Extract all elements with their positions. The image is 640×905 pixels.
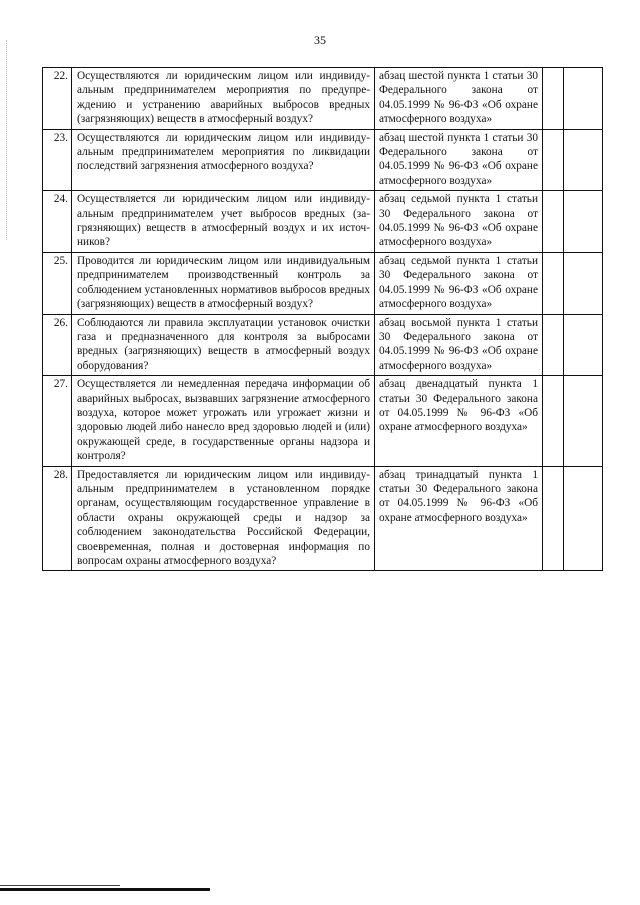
note-cell-empty bbox=[564, 68, 603, 130]
legal-reference-text: абзац шестой пункта 1 статьи 30 Федерального закона от 04.05.1999 № 96-ФЗ «Об охране атмосферного воздуха» bbox=[379, 131, 538, 187]
row-number-text: 26. bbox=[53, 316, 68, 329]
requirement-question-text: Осуществляются ли юридическим лицом или индивидуальным предпринимателем мероприятия по ликвидации последствий загрязнения атмосферного воздуха? bbox=[77, 131, 370, 173]
requirement-question bbox=[72, 191, 375, 253]
legal-reference-text: абзац восьмой пункта 1 статьи 30 Федерального закона от 04.05.1999 № 96-ФЗ «Об охране атмосферного воздуха» bbox=[379, 316, 538, 372]
row-number bbox=[43, 466, 72, 571]
legal-reference-text: абзац тринадцатый пункта 1 статьи 30 Федерального закона от 04.05.1999 № 96-ФЗ «Об охране атмосферного воздуха» bbox=[379, 468, 538, 524]
legal-reference bbox=[375, 252, 543, 314]
legal-reference bbox=[375, 376, 543, 466]
requirement-question-text: Соблюдаются ли правила эксплуатации установок очистки газа и предназначенного для контроля за выбросами вредных (загрязняющих) веществ в атмосферный воздух оборудования? bbox=[77, 316, 370, 372]
row-number-text: 23. bbox=[53, 131, 68, 144]
requirement-question bbox=[72, 252, 375, 314]
legal-reference-text: абзац шестой пункта 1 статьи 30 Федерального закона от 04.05.1999 № 96-ФЗ «Об охране атмосферного воздуха» bbox=[379, 70, 538, 126]
note-cell-empty bbox=[564, 129, 603, 191]
legal-reference-text: абзац седьмой пункта 1 статьи 30 Федерального закона от 04.05.1999 № 96-ФЗ «Об охране атмосферного воздуха» bbox=[379, 254, 538, 311]
answer-cell-empty bbox=[543, 466, 564, 571]
scan-margin-marks bbox=[6, 40, 8, 240]
row-number bbox=[43, 129, 72, 191]
answer-cell-empty bbox=[543, 191, 564, 253]
requirement-question-text: Предоставляется ли юридическим лицом или индивидуальным предпринимателем в установленном порядке органам, осуществляющим государственное управление в области охраны окружающей среды и надзор за соблюдением законодательства Российской Федерации, своевременная, полная и достоверная информация по вопросам охраны атмосферного воздуха? bbox=[77, 468, 370, 567]
table-row bbox=[43, 129, 603, 191]
legal-reference bbox=[375, 191, 543, 253]
requirement-question bbox=[72, 314, 375, 376]
note-cell-empty bbox=[564, 252, 603, 314]
legal-reference-text: абзац седьмой пункта 1 статьи 30 Федерального закона от 04.05.1999 № 96-ФЗ «Об охране атмосферного воздуха» bbox=[379, 193, 538, 249]
requirement-question-text: Осуществляется ли юридическим лицом или индивидуальным предпринимателем учет выбросов вредных (загрязняющих) веществ в атмосферный воздух и их источников? bbox=[77, 193, 370, 249]
legal-reference bbox=[375, 314, 543, 376]
note-cell-empty bbox=[564, 466, 603, 571]
page-number: 35 bbox=[314, 33, 326, 47]
note-cell-empty bbox=[564, 376, 603, 466]
legal-reference-text: абзац двенадцатый пункта 1 статьи 30 Федерального закона от 04.05.1999 № 96-ФЗ «Об охране атмосферного воздуха» bbox=[379, 378, 538, 434]
requirement-question bbox=[72, 68, 375, 130]
answer-cell-empty bbox=[543, 314, 564, 376]
row-number bbox=[43, 376, 72, 466]
table-row bbox=[43, 191, 603, 253]
requirement-question-text: Осуществляются ли юридическим лицом или индивидуальным предпринимателем мероприятия по предупреждению и устранению аварийных выбросов вредных (загрязняющих) веществ в атмосферный воздух? bbox=[77, 70, 370, 126]
note-cell-empty bbox=[564, 314, 603, 376]
row-number-text: 28. bbox=[53, 468, 68, 481]
row-number bbox=[43, 68, 72, 130]
legal-reference bbox=[375, 466, 543, 571]
checklist-table-body bbox=[43, 68, 603, 571]
requirement-question-text: Осуществляется ли немедленная передача информации об аварийных выбросах, вызвавших загрязнение атмосферного воздуха, которое может угрожать или угрожает жизни и здоровью людей либо нанесло вред здоровью людей и (или) окружающей среде, в государственные органы надзора и контроля? bbox=[77, 378, 370, 463]
legal-reference bbox=[375, 68, 543, 130]
checklist-table bbox=[42, 67, 603, 571]
requirement-question bbox=[72, 129, 375, 191]
scan-artifact-bar bbox=[0, 888, 210, 891]
answer-cell-empty bbox=[543, 376, 564, 466]
row-number bbox=[43, 252, 72, 314]
answer-cell-empty bbox=[543, 129, 564, 191]
row-number-text: 24. bbox=[53, 193, 68, 206]
legal-reference bbox=[375, 129, 543, 191]
scan-artifact-line bbox=[0, 885, 120, 886]
answer-cell-empty bbox=[543, 252, 564, 314]
requirement-question-text: Проводится ли юридическим лицом или индивидуальным предпринимателем производственный контроль за соблюдением установленных нормативов выбросов вредных (загрязняющих) веществ в атмосферный воздух? bbox=[77, 254, 370, 311]
table-row bbox=[43, 252, 603, 314]
answer-cell-empty bbox=[543, 68, 564, 130]
table-row bbox=[43, 376, 603, 466]
requirement-question bbox=[72, 466, 375, 571]
table-row bbox=[43, 68, 603, 130]
requirement-question bbox=[72, 376, 375, 466]
row-number bbox=[43, 314, 72, 376]
note-cell-empty bbox=[564, 191, 603, 253]
row-number bbox=[43, 191, 72, 253]
table-row bbox=[43, 314, 603, 376]
table-row bbox=[43, 466, 603, 571]
row-number-text: 22. bbox=[53, 70, 68, 82]
row-number-text: 27. bbox=[53, 378, 68, 391]
row-number-text: 25. bbox=[53, 254, 68, 267]
